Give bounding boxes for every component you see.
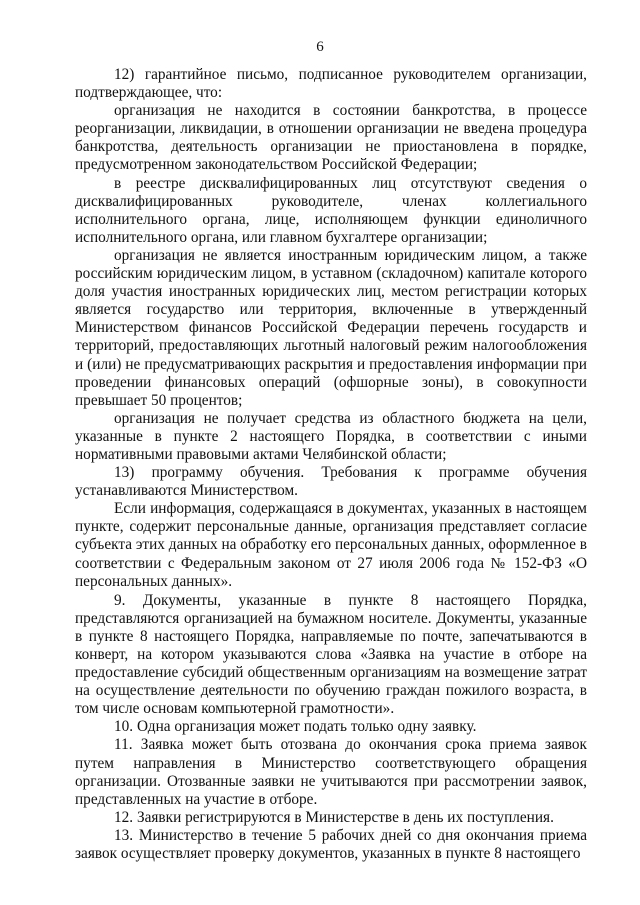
paragraph-12-guarantee-letter: 12) гарантийное письмо, подписанное руководителем организации, подтверждающее, что: — [75, 66, 587, 102]
paragraph-no-regional-funds: организация не получает средства из областного бюджета на цели, указанные в пункте 2 настоящего Порядка, в соответствии с иными нормативными правовыми актами Челябинской области; — [75, 409, 587, 463]
page-number: 6 — [316, 39, 324, 55]
paragraph-personal-data: Если информация, содержащаяся в документах, указанных в настоящем пункте, содержит персональные данные, организация представляет согласие субъекта этих данных на обработку его персональных данных, оформленное в соответствии с Федеральным законом от 27 июля 2006 года № 152-ФЗ «О персональных данных». — [75, 500, 587, 590]
paragraph-13-training-program: 13) программу обучения. Требования к программе обучения устанавливаются Министерством. — [75, 464, 587, 500]
paragraph-not-bankrupt: организация не находится в состоянии банкротства, в процессе реорганизации, ликвидации, в отношении организации не введена процедура банкротства, деятельность организации не приостановлена в порядке, предусмотренном законодательством Российской Федерации; — [75, 102, 587, 174]
paragraph-not-foreign-entity: организация не является иностранным юридическим лицом, а также российским юридическим лицом, в уставном (складочном) капитале которого доля участия иностранных юридических лиц, местом регистрации которых является государство или территория, включенные в утвержденный Министерством финансов Российской Федерации перечень государств и территорий, предоставляющих льготный налоговый режим налогообложения и (или) не предусматривающих раскрытия и предоставления информации при проведении финансовых операций (офшорные зоны), в совокупности превышает 50 процентов; — [75, 246, 587, 409]
paragraph-13-verification: 13. Министерство в течение 5 рабочих дней со дня окончания приема заявок осуществляет проверку документов, указанных в пункте 8 настоящего — [75, 826, 587, 863]
document-body — [75, 66, 587, 863]
paragraph-disqualified-registry: в реестре дисквалифицированных лиц отсутствуют сведения о дисквалифицированных руководителе, членах коллегиального исполнительного органа, лице, исполняющем функции единоличного исполнительного органа, или главном бухгалтере организации; — [75, 174, 587, 246]
paragraph-9-documents: 9. Документы, указанные в пункте 8 настоящего Порядка, представляются организацией на бумажном носителе. Документы, указанные в пункте 8 настоящего Порядка, направляемые по почте, запечатываются в конверт, на котором указываются слова «Заявка на участие в отборе на предоставление субсидий общественным организациям на возмещение затрат на осуществление деятельности по обучению граждан пожилого возраста, в том числе основам компьютерной грамотности». — [75, 591, 587, 718]
paragraph-12-registration: 12. Заявки регистрируются в Министерстве в день их поступления. — [114, 808, 554, 826]
paragraph-10-one-application: 10. Одна организация может подать только одну заявку. — [114, 718, 477, 736]
paragraph-11-withdrawal: 11. Заявка может быть отозвана до окончания срока приема заявок путем направления в Министерство соответствующего обращения организации. Отозванные заявки не учитываются при рассмотрении заявок, представленных на участие в отборе. — [75, 736, 587, 808]
